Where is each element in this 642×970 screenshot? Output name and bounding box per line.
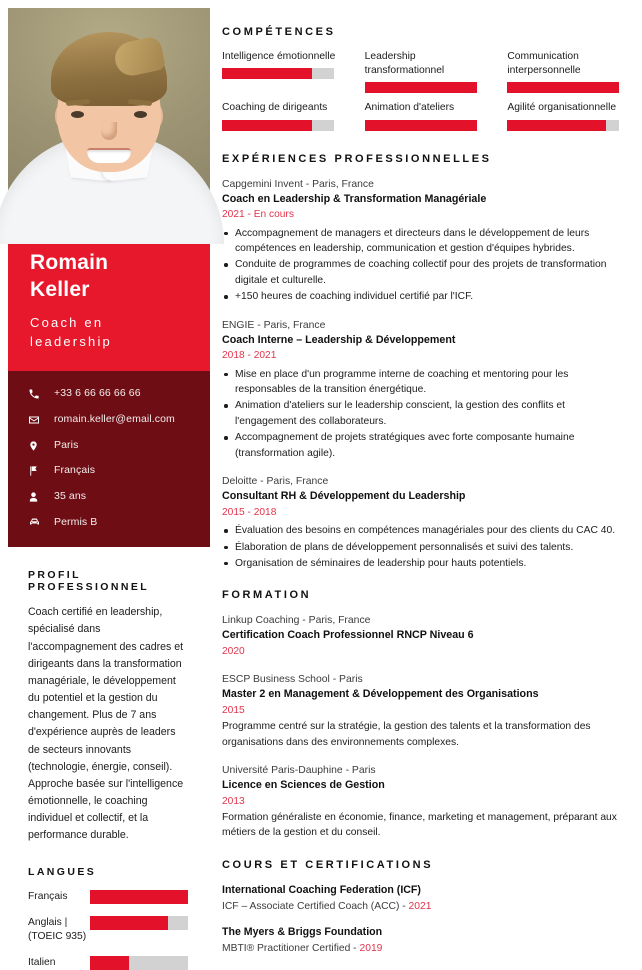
experience-entry xyxy=(222,318,628,462)
school-name: Université Paris-Dauphine - Paris xyxy=(222,765,376,777)
education-description: Programme centré sur la stratégie, la gestion des talents et la transformation des organisations dans des environnements complexes. xyxy=(222,721,591,748)
skill-item xyxy=(222,50,343,93)
skill-label: Animation d'ateliers xyxy=(364,102,455,114)
skill-label: Intelligence émotionnelle xyxy=(222,51,336,62)
envelope-icon xyxy=(28,414,44,426)
skills-heading: COMPÉTENCES xyxy=(222,26,336,38)
job-date: 2015 - 2018 xyxy=(222,506,277,518)
job-role: Coach en Leadership & Transformation Managériale xyxy=(222,192,487,205)
bullet-item: Animation d'ateliers sur le leadership conscient, la gestion des conflits et l'engagement des collaborateurs. xyxy=(222,398,628,429)
skill-level-bar xyxy=(507,120,619,131)
bullet-item: Accompagnement de managers et directeurs dans le développement de leurs compétences en leadership, communication et gestion d'équipes hybrides. xyxy=(222,226,628,257)
education-section xyxy=(222,589,628,840)
bullet-item: Mise en place d'un programme interne de coaching et mentoring pour les responsables de la transition énergétique. xyxy=(222,367,628,398)
certification-organization: The Myers & Briggs Foundation xyxy=(222,926,383,939)
job-role: Consultant RH & Développement du Leadership xyxy=(222,490,466,503)
portrait-illustration xyxy=(8,8,210,230)
language-level-fill xyxy=(90,916,168,930)
language-name: Français xyxy=(28,891,68,903)
company-name: Deloitte - Paris, France xyxy=(222,476,329,488)
certification-year: 2021 xyxy=(408,900,432,912)
education-date: 2020 xyxy=(222,646,245,657)
contact-item-age xyxy=(28,490,192,504)
language-level-bar xyxy=(90,916,188,930)
certification-detail-text: MBTI® Practitioner Certified - xyxy=(222,943,360,955)
first-name: Romain xyxy=(30,251,109,274)
main-content xyxy=(210,0,642,955)
contact-item-language xyxy=(28,464,192,478)
bullet-item: Évaluation des besoins en compétences managériales pour des clients du CAC 40. xyxy=(222,523,628,538)
degree-name: Master 2 en Management & Développement des Organisations xyxy=(222,688,539,701)
experience-section xyxy=(222,153,628,572)
school-name: ESCP Business School - Paris xyxy=(222,674,363,686)
contact-value: Français xyxy=(54,464,96,477)
degree-name: Certification Coach Professionnel RNCP Niveau 6 xyxy=(222,629,474,642)
certification-entry xyxy=(222,925,628,956)
education-description: Formation généraliste en économie, finance, marketing et management, préparant aux métiers de la gestion et du conseil. xyxy=(222,811,617,839)
language-level-fill xyxy=(90,956,129,970)
certification-detail-text: ICF – Associate Certified Coach (ACC) - xyxy=(222,900,409,912)
certification-year: 2019 xyxy=(359,943,383,955)
last-name: Keller xyxy=(30,277,90,301)
education-entry xyxy=(222,672,628,750)
sidebar xyxy=(0,0,210,969)
contact-value: 35 ans xyxy=(54,490,87,502)
education-date: 2013 xyxy=(222,795,245,807)
company-name: ENGIE - Paris, France xyxy=(222,319,326,331)
profile-text: Coach certifié en leadership, spécialisé dans l'accompagnement des cadres et dirigeants dans la transformation managériale, le développement du potentiel et la gestion du changement. Plus de 7 ans d'expérience auprès de leaders de secteurs innovants (technologie, énergie, conseil). Approche basée sur l'intelligence émotionnelle, le coaching individuel et collectif, et la performance durable. xyxy=(28,606,184,842)
experience-entry xyxy=(222,474,628,571)
phone-icon xyxy=(28,388,44,400)
contact-value: romain.keller@email.com xyxy=(54,413,175,426)
bullet-item: Organisation de séminaires de leadership pour hauts potentiels. xyxy=(222,556,628,571)
education-entry xyxy=(222,613,628,659)
skills-grid xyxy=(222,50,628,131)
skill-label: Leadership transformationnel xyxy=(364,51,445,77)
skill-level-fill xyxy=(507,82,619,93)
skills-section xyxy=(222,26,628,131)
degree-name: Licence en Sciences de Gestion xyxy=(222,779,385,792)
location-pin-icon xyxy=(28,440,44,452)
language-row xyxy=(28,889,188,904)
certification-organization: International Coaching Federation (ICF) xyxy=(222,883,421,896)
education-date: 2015 xyxy=(222,704,245,716)
skill-level-bar xyxy=(222,68,334,79)
contact-item-license xyxy=(28,516,192,530)
education-heading: FORMATION xyxy=(222,589,312,602)
contact-value: Paris xyxy=(54,438,79,451)
skill-level-bar xyxy=(365,82,477,93)
contact-item-phone xyxy=(28,387,192,401)
certification-detail xyxy=(222,899,628,914)
job-date: 2021 - En cours xyxy=(222,209,294,221)
certification-entry xyxy=(222,883,628,914)
bullet-item: Élaboration de plans de développement personnalisés et suivi des talents. xyxy=(222,540,628,555)
skill-level-bar xyxy=(222,120,334,131)
profile-heading: PROFIL PROFESSIONNEL xyxy=(28,569,150,594)
skill-level-bar xyxy=(507,82,619,93)
languages-section xyxy=(8,866,210,970)
language-row xyxy=(28,915,188,944)
profile-photo xyxy=(8,8,210,230)
skill-level-fill xyxy=(222,68,312,79)
language-name: Anglais | (TOEIC 935) xyxy=(28,917,87,943)
language-level-bar xyxy=(90,890,188,904)
car-icon xyxy=(28,516,44,528)
job-title: Coach en leadership xyxy=(30,314,112,349)
contact-block xyxy=(8,371,210,547)
skill-label: Communication interpersonnelle xyxy=(507,51,581,77)
skill-level-fill xyxy=(507,120,606,131)
contact-value: +33 6 66 66 66 66 xyxy=(54,387,141,400)
skill-item xyxy=(222,101,343,130)
certification-detail xyxy=(222,941,628,956)
experience-heading: EXPÉRIENCES PROFESSIONNELLES xyxy=(222,152,492,165)
skill-item xyxy=(365,50,486,93)
skill-item xyxy=(365,101,486,130)
school-name: Linkup Coaching - Paris, France xyxy=(222,615,371,627)
job-bullets xyxy=(222,367,628,462)
skill-item xyxy=(507,101,628,130)
skill-level-fill xyxy=(365,120,477,131)
skill-item xyxy=(507,50,628,93)
bullet-item: Accompagnement de projets stratégiques avec forte composante humaine (transformation agile). xyxy=(222,430,628,461)
job-date: 2018 - 2021 xyxy=(222,350,277,362)
job-role: Coach Interne – Leadership & Développement xyxy=(222,333,456,346)
education-entry xyxy=(222,763,628,841)
certifications-section xyxy=(222,859,628,957)
contact-value: Permis B xyxy=(54,515,98,528)
skill-label: Coaching de dirigeants xyxy=(222,102,328,114)
skill-level-fill xyxy=(222,120,312,131)
bullet-item: Conduite de programmes de coaching collectif pour des projets de transformation digitale et culturelle. xyxy=(222,257,628,288)
language-row xyxy=(28,955,188,970)
language-level-bar xyxy=(90,956,188,970)
job-bullets xyxy=(222,226,628,305)
job-bullets xyxy=(222,523,628,571)
languages-heading: LANGUES xyxy=(28,866,97,879)
flag-icon xyxy=(28,465,44,477)
language-name: Italien xyxy=(28,957,56,969)
skill-level-fill xyxy=(365,82,477,93)
skill-label: Agilité organisationnelle xyxy=(507,102,617,114)
company-name: Capgemini Invent - Paris, France xyxy=(222,178,374,190)
skill-level-bar xyxy=(365,120,477,131)
experience-entry xyxy=(222,177,628,305)
contact-item-email xyxy=(28,413,192,427)
language-level-fill xyxy=(90,890,188,904)
name-banner xyxy=(8,230,210,371)
profile-section xyxy=(8,569,210,844)
bullet-item: +150 heures de coaching individuel certifié par l'ICF. xyxy=(222,289,628,304)
certifications-heading: COURS ET CERTIFICATIONS xyxy=(222,858,434,871)
contact-item-location xyxy=(28,439,192,453)
person-icon xyxy=(28,491,44,503)
